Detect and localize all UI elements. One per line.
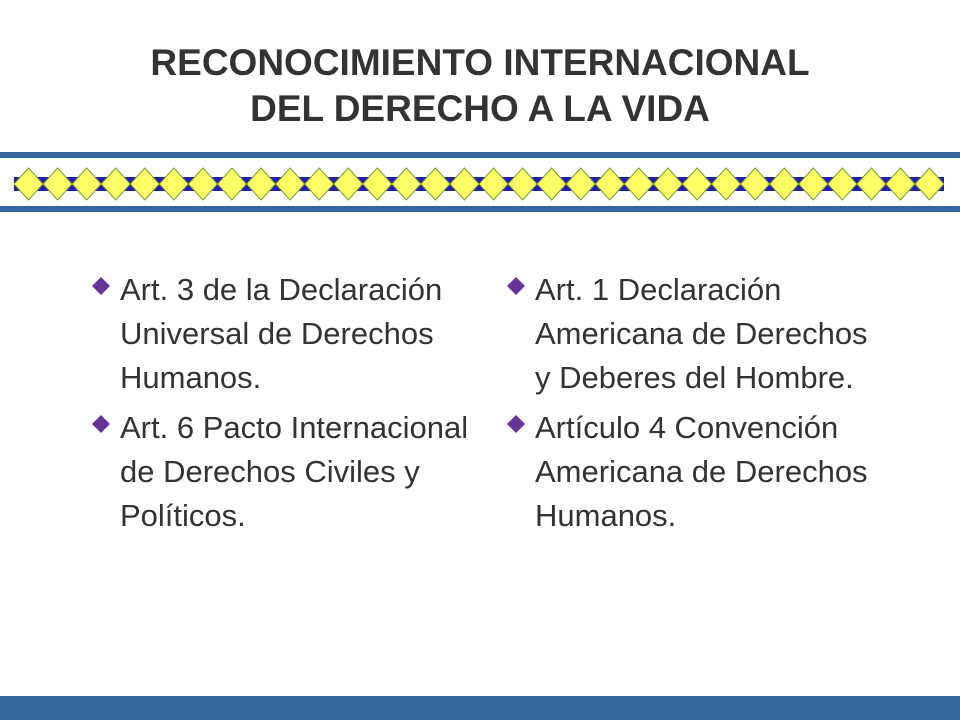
- diamond-shape: [188, 168, 217, 200]
- diamond-shape: [828, 168, 857, 200]
- diamond-shape: [624, 168, 653, 200]
- diamond-shape: [712, 168, 741, 200]
- list-item-text: Art. 3 de la Declaración Universal de Derechos Humanos.: [120, 272, 443, 395]
- list-item: [90, 406, 470, 538]
- list-item-text: Art. 1 Declaración Americana de Derechos y Deberes del Hombre.: [535, 272, 868, 395]
- diamond-shape: [130, 168, 159, 200]
- diamond-shape: [363, 168, 392, 200]
- diamond-shape: [595, 168, 624, 200]
- diamond-shape: [653, 168, 682, 200]
- diamond-shape: [159, 168, 188, 200]
- list-item: [505, 268, 885, 400]
- diamond-shape: [247, 168, 276, 200]
- diamond-shape: [682, 168, 711, 200]
- title-line-1: RECONOCIMIENTO INTERNACIONAL: [150, 42, 810, 83]
- diamond-bullet-icon: [90, 275, 112, 297]
- diamond-shape: [14, 168, 43, 200]
- diamond-shape: [537, 168, 566, 200]
- diamond-shape: [392, 168, 421, 200]
- diamond-shape: [101, 168, 130, 200]
- diamond-shape: [334, 168, 363, 200]
- diamond-shape: [421, 168, 450, 200]
- diamond-shape: [508, 168, 537, 200]
- diamond-shape: [799, 168, 828, 200]
- list-item: [90, 268, 470, 400]
- right-column: [505, 268, 885, 544]
- diamond-shape: [450, 168, 479, 200]
- footer-bar: [0, 696, 960, 720]
- diamond-shape: [276, 168, 305, 200]
- list-item-text: Art. 6 Pacto Internacional de Derechos Civiles y Políticos.: [120, 410, 469, 533]
- diamond-shape: [770, 168, 799, 200]
- diamond-shape: [43, 168, 72, 200]
- diamond-shape: [72, 168, 101, 200]
- diamond-bullet-icon: [505, 275, 527, 297]
- diamond-shape: [741, 168, 770, 200]
- diamond-shape: [305, 168, 334, 200]
- diamond-pattern: [14, 167, 944, 201]
- top-divider-line: [0, 152, 960, 158]
- diamond-shape: [566, 168, 595, 200]
- diamond-bullet-icon: [90, 413, 112, 435]
- slide-title: [0, 40, 960, 132]
- diamond-shape: [886, 168, 915, 200]
- bottom-divider-line: [0, 206, 960, 212]
- diamond-shape: [479, 168, 508, 200]
- diamond-shape: [857, 168, 886, 200]
- list-item-text: Artículo 4 Convención Americana de Derechos Humanos.: [535, 410, 868, 533]
- title-line-2: DEL DERECHO A LA VIDA: [250, 88, 710, 129]
- diamond-shape: [217, 168, 246, 200]
- list-item: [505, 406, 885, 538]
- diamond-bullet-icon: [505, 413, 527, 435]
- diamond-shape: [915, 168, 944, 200]
- left-column: [90, 268, 470, 544]
